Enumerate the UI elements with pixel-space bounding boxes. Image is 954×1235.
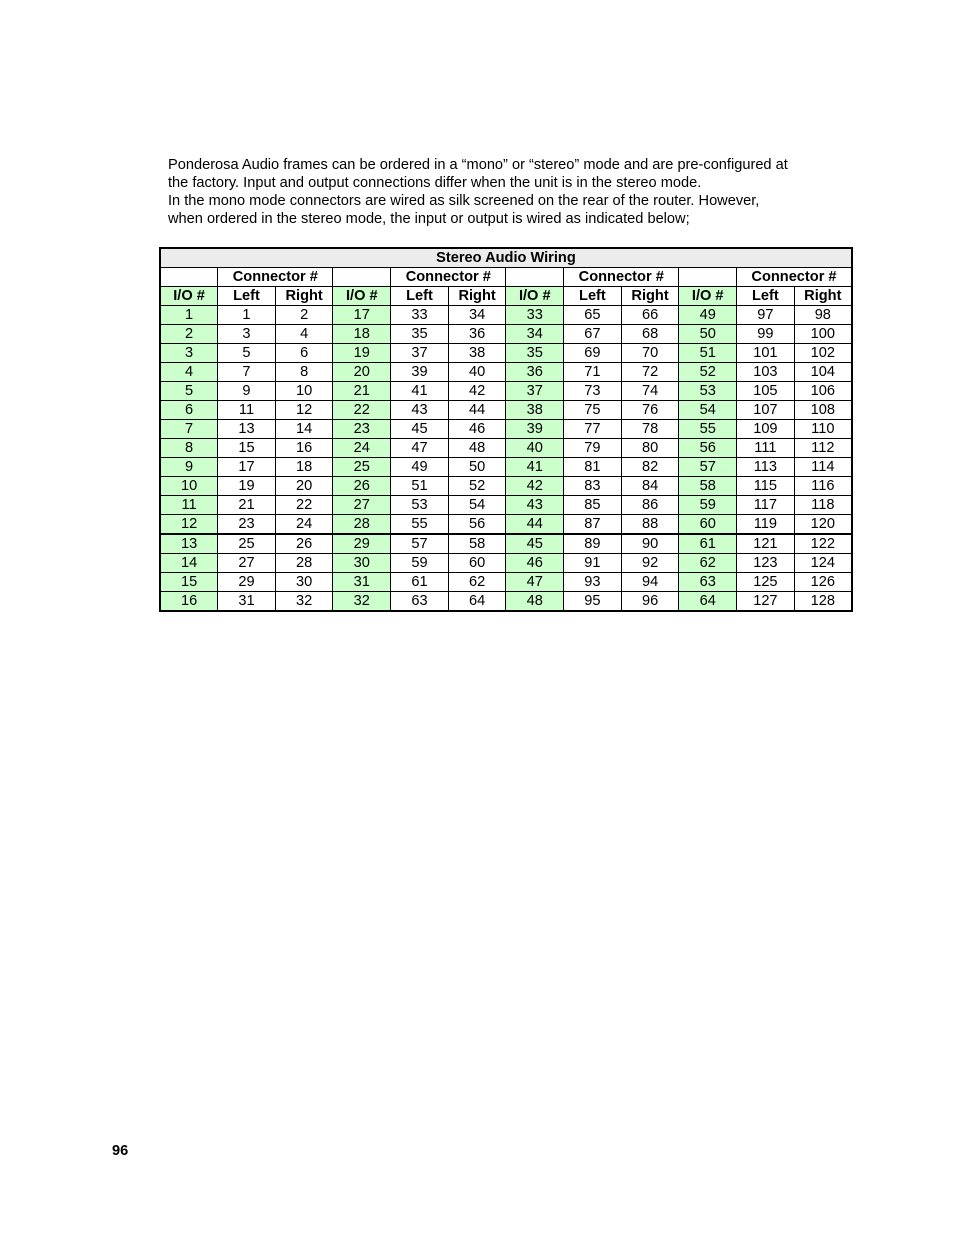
io-cell: 57 [679, 458, 737, 477]
left-connector-cell: 105 [737, 382, 795, 401]
io-cell: 42 [506, 477, 564, 496]
table-row [160, 420, 852, 439]
connector-group-header: Connector # [218, 268, 333, 287]
io-cell: 31 [333, 573, 391, 592]
connector-group-header: Connector # [391, 268, 506, 287]
right-connector-cell: 120 [794, 515, 852, 535]
right-connector-cell: 30 [275, 573, 333, 592]
col-header-io: I/O # [333, 287, 391, 306]
io-cell: 49 [679, 306, 737, 325]
right-connector-cell: 70 [621, 344, 679, 363]
io-cell: 53 [679, 382, 737, 401]
intro-line: when ordered in the stereo mode, the input or output is wired as indicated below; [168, 211, 690, 227]
io-cell: 23 [333, 420, 391, 439]
left-connector-cell: 75 [564, 401, 622, 420]
io-cell: 32 [333, 592, 391, 612]
left-connector-cell: 73 [564, 382, 622, 401]
io-cell: 40 [506, 439, 564, 458]
io-cell: 62 [679, 554, 737, 573]
right-connector-cell: 68 [621, 325, 679, 344]
io-cell: 26 [333, 477, 391, 496]
io-cell: 1 [160, 306, 218, 325]
table-body [160, 306, 852, 612]
col-header-io: I/O # [160, 287, 218, 306]
left-connector-cell: 37 [391, 344, 449, 363]
group-spacer [506, 268, 564, 287]
left-connector-cell: 71 [564, 363, 622, 382]
left-connector-cell: 27 [218, 554, 276, 573]
right-connector-cell: 8 [275, 363, 333, 382]
right-connector-cell: 92 [621, 554, 679, 573]
right-connector-cell: 10 [275, 382, 333, 401]
left-connector-cell: 51 [391, 477, 449, 496]
right-connector-cell: 64 [448, 592, 506, 612]
right-connector-cell: 40 [448, 363, 506, 382]
io-cell: 52 [679, 363, 737, 382]
right-connector-cell: 38 [448, 344, 506, 363]
io-cell: 25 [333, 458, 391, 477]
left-connector-cell: 103 [737, 363, 795, 382]
right-connector-cell: 62 [448, 573, 506, 592]
right-connector-cell: 102 [794, 344, 852, 363]
io-cell: 13 [160, 534, 218, 554]
right-connector-cell: 42 [448, 382, 506, 401]
io-cell: 3 [160, 344, 218, 363]
connector-group-header: Connector # [564, 268, 679, 287]
io-cell: 54 [679, 401, 737, 420]
left-connector-cell: 83 [564, 477, 622, 496]
io-cell: 7 [160, 420, 218, 439]
col-header-io: I/O # [506, 287, 564, 306]
right-connector-cell: 2 [275, 306, 333, 325]
intro-line: Ponderosa Audio frames can be ordered in a “mono” or “stereo” mode and are pre-configured at [168, 157, 788, 173]
io-cell: 46 [506, 554, 564, 573]
io-cell: 11 [160, 496, 218, 515]
group-spacer [160, 268, 218, 287]
connector-group-header: Connector # [737, 268, 852, 287]
right-connector-cell: 60 [448, 554, 506, 573]
table-row [160, 439, 852, 458]
right-connector-cell: 82 [621, 458, 679, 477]
right-connector-cell: 76 [621, 401, 679, 420]
left-connector-cell: 119 [737, 515, 795, 535]
group-spacer [679, 268, 737, 287]
right-connector-cell: 50 [448, 458, 506, 477]
right-connector-cell: 108 [794, 401, 852, 420]
left-connector-cell: 67 [564, 325, 622, 344]
col-header-right: Right [794, 287, 852, 306]
page-number: 96 [112, 1143, 129, 1159]
io-cell: 29 [333, 534, 391, 554]
right-connector-cell: 18 [275, 458, 333, 477]
right-connector-cell: 72 [621, 363, 679, 382]
right-connector-cell: 56 [448, 515, 506, 535]
left-connector-cell: 63 [391, 592, 449, 612]
io-cell: 17 [333, 306, 391, 325]
io-cell: 5 [160, 382, 218, 401]
group-header-row [160, 268, 852, 287]
left-connector-cell: 107 [737, 401, 795, 420]
left-connector-cell: 25 [218, 534, 276, 554]
io-cell: 8 [160, 439, 218, 458]
io-cell: 39 [506, 420, 564, 439]
intro-line: the factory. Input and output connections differ when the unit is in the stereo mode. [168, 175, 702, 191]
io-cell: 35 [506, 344, 564, 363]
right-connector-cell: 116 [794, 477, 852, 496]
right-connector-cell: 34 [448, 306, 506, 325]
right-connector-cell: 106 [794, 382, 852, 401]
left-connector-cell: 53 [391, 496, 449, 515]
right-connector-cell: 52 [448, 477, 506, 496]
right-connector-cell: 48 [448, 439, 506, 458]
left-connector-cell: 101 [737, 344, 795, 363]
right-connector-cell: 66 [621, 306, 679, 325]
left-connector-cell: 93 [564, 573, 622, 592]
left-connector-cell: 17 [218, 458, 276, 477]
col-header-left: Left [218, 287, 276, 306]
right-connector-cell: 86 [621, 496, 679, 515]
table-row [160, 515, 852, 535]
io-cell: 19 [333, 344, 391, 363]
col-header-right: Right [621, 287, 679, 306]
io-cell: 6 [160, 401, 218, 420]
left-connector-cell: 29 [218, 573, 276, 592]
right-connector-cell: 36 [448, 325, 506, 344]
io-cell: 18 [333, 325, 391, 344]
table-row [160, 592, 852, 612]
group-spacer [333, 268, 391, 287]
left-connector-cell: 5 [218, 344, 276, 363]
right-connector-cell: 100 [794, 325, 852, 344]
right-connector-cell: 114 [794, 458, 852, 477]
table-row [160, 554, 852, 573]
left-connector-cell: 47 [391, 439, 449, 458]
table-row [160, 363, 852, 382]
io-cell: 24 [333, 439, 391, 458]
right-connector-cell: 98 [794, 306, 852, 325]
left-connector-cell: 127 [737, 592, 795, 612]
left-connector-cell: 121 [737, 534, 795, 554]
right-connector-cell: 16 [275, 439, 333, 458]
io-cell: 16 [160, 592, 218, 612]
io-cell: 12 [160, 515, 218, 535]
right-connector-cell: 4 [275, 325, 333, 344]
right-connector-cell: 104 [794, 363, 852, 382]
left-connector-cell: 23 [218, 515, 276, 535]
right-connector-cell: 14 [275, 420, 333, 439]
right-connector-cell: 24 [275, 515, 333, 535]
io-cell: 43 [506, 496, 564, 515]
left-connector-cell: 1 [218, 306, 276, 325]
left-connector-cell: 45 [391, 420, 449, 439]
io-cell: 50 [679, 325, 737, 344]
left-connector-cell: 79 [564, 439, 622, 458]
left-connector-cell: 125 [737, 573, 795, 592]
left-connector-cell: 111 [737, 439, 795, 458]
left-connector-cell: 117 [737, 496, 795, 515]
io-cell: 14 [160, 554, 218, 573]
io-cell: 48 [506, 592, 564, 612]
table-row [160, 534, 852, 554]
right-connector-cell: 28 [275, 554, 333, 573]
io-cell: 59 [679, 496, 737, 515]
table-row [160, 477, 852, 496]
right-connector-cell: 112 [794, 439, 852, 458]
col-header-right: Right [275, 287, 333, 306]
left-connector-cell: 59 [391, 554, 449, 573]
io-cell: 22 [333, 401, 391, 420]
io-cell: 56 [679, 439, 737, 458]
io-cell: 45 [506, 534, 564, 554]
io-cell: 37 [506, 382, 564, 401]
left-connector-cell: 57 [391, 534, 449, 554]
table-row [160, 344, 852, 363]
right-connector-cell: 78 [621, 420, 679, 439]
left-connector-cell: 123 [737, 554, 795, 573]
io-cell: 27 [333, 496, 391, 515]
right-connector-cell: 122 [794, 534, 852, 554]
left-connector-cell: 41 [391, 382, 449, 401]
right-connector-cell: 128 [794, 592, 852, 612]
left-connector-cell: 9 [218, 382, 276, 401]
left-connector-cell: 3 [218, 325, 276, 344]
right-connector-cell: 26 [275, 534, 333, 554]
io-cell: 4 [160, 363, 218, 382]
left-connector-cell: 113 [737, 458, 795, 477]
right-connector-cell: 110 [794, 420, 852, 439]
left-connector-cell: 91 [564, 554, 622, 573]
column-header-row [160, 287, 852, 306]
right-connector-cell: 12 [275, 401, 333, 420]
io-cell: 34 [506, 325, 564, 344]
left-connector-cell: 77 [564, 420, 622, 439]
io-cell: 9 [160, 458, 218, 477]
col-header-right: Right [448, 287, 506, 306]
left-connector-cell: 43 [391, 401, 449, 420]
io-cell: 60 [679, 515, 737, 535]
io-cell: 20 [333, 363, 391, 382]
left-connector-cell: 115 [737, 477, 795, 496]
left-connector-cell: 39 [391, 363, 449, 382]
right-connector-cell: 88 [621, 515, 679, 535]
right-connector-cell: 74 [621, 382, 679, 401]
right-connector-cell: 32 [275, 592, 333, 612]
io-cell: 28 [333, 515, 391, 535]
stereo-audio-wiring-table [159, 247, 853, 612]
left-connector-cell: 19 [218, 477, 276, 496]
left-connector-cell: 33 [391, 306, 449, 325]
right-connector-cell: 80 [621, 439, 679, 458]
table-row [160, 401, 852, 420]
table-row [160, 325, 852, 344]
right-connector-cell: 94 [621, 573, 679, 592]
right-connector-cell: 44 [448, 401, 506, 420]
intro-paragraph [168, 156, 858, 228]
table-row [160, 382, 852, 401]
col-header-left: Left [391, 287, 449, 306]
table-row [160, 306, 852, 325]
io-cell: 51 [679, 344, 737, 363]
intro-line: In the mono mode connectors are wired as silk screened on the rear of the router. However, [168, 193, 760, 209]
right-connector-cell: 54 [448, 496, 506, 515]
right-connector-cell: 20 [275, 477, 333, 496]
io-cell: 33 [506, 306, 564, 325]
left-connector-cell: 85 [564, 496, 622, 515]
io-cell: 15 [160, 573, 218, 592]
left-connector-cell: 87 [564, 515, 622, 535]
io-cell: 47 [506, 573, 564, 592]
left-connector-cell: 89 [564, 534, 622, 554]
right-connector-cell: 96 [621, 592, 679, 612]
left-connector-cell: 69 [564, 344, 622, 363]
right-connector-cell: 6 [275, 344, 333, 363]
left-connector-cell: 61 [391, 573, 449, 592]
left-connector-cell: 95 [564, 592, 622, 612]
left-connector-cell: 99 [737, 325, 795, 344]
io-cell: 64 [679, 592, 737, 612]
io-cell: 30 [333, 554, 391, 573]
table-row [160, 573, 852, 592]
left-connector-cell: 55 [391, 515, 449, 535]
left-connector-cell: 35 [391, 325, 449, 344]
io-cell: 58 [679, 477, 737, 496]
right-connector-cell: 118 [794, 496, 852, 515]
io-cell: 44 [506, 515, 564, 535]
left-connector-cell: 15 [218, 439, 276, 458]
left-connector-cell: 21 [218, 496, 276, 515]
left-connector-cell: 11 [218, 401, 276, 420]
right-connector-cell: 58 [448, 534, 506, 554]
table-row [160, 458, 852, 477]
right-connector-cell: 84 [621, 477, 679, 496]
io-cell: 55 [679, 420, 737, 439]
left-connector-cell: 109 [737, 420, 795, 439]
io-cell: 10 [160, 477, 218, 496]
right-connector-cell: 126 [794, 573, 852, 592]
left-connector-cell: 13 [218, 420, 276, 439]
io-cell: 41 [506, 458, 564, 477]
io-cell: 63 [679, 573, 737, 592]
col-header-left: Left [737, 287, 795, 306]
col-header-io: I/O # [679, 287, 737, 306]
right-connector-cell: 22 [275, 496, 333, 515]
left-connector-cell: 65 [564, 306, 622, 325]
left-connector-cell: 81 [564, 458, 622, 477]
table-row [160, 496, 852, 515]
right-connector-cell: 124 [794, 554, 852, 573]
io-cell: 21 [333, 382, 391, 401]
io-cell: 2 [160, 325, 218, 344]
table-title: Stereo Audio Wiring [160, 248, 852, 268]
io-cell: 61 [679, 534, 737, 554]
right-connector-cell: 90 [621, 534, 679, 554]
io-cell: 36 [506, 363, 564, 382]
right-connector-cell: 46 [448, 420, 506, 439]
col-header-left: Left [564, 287, 622, 306]
left-connector-cell: 7 [218, 363, 276, 382]
left-connector-cell: 49 [391, 458, 449, 477]
left-connector-cell: 31 [218, 592, 276, 612]
io-cell: 38 [506, 401, 564, 420]
left-connector-cell: 97 [737, 306, 795, 325]
